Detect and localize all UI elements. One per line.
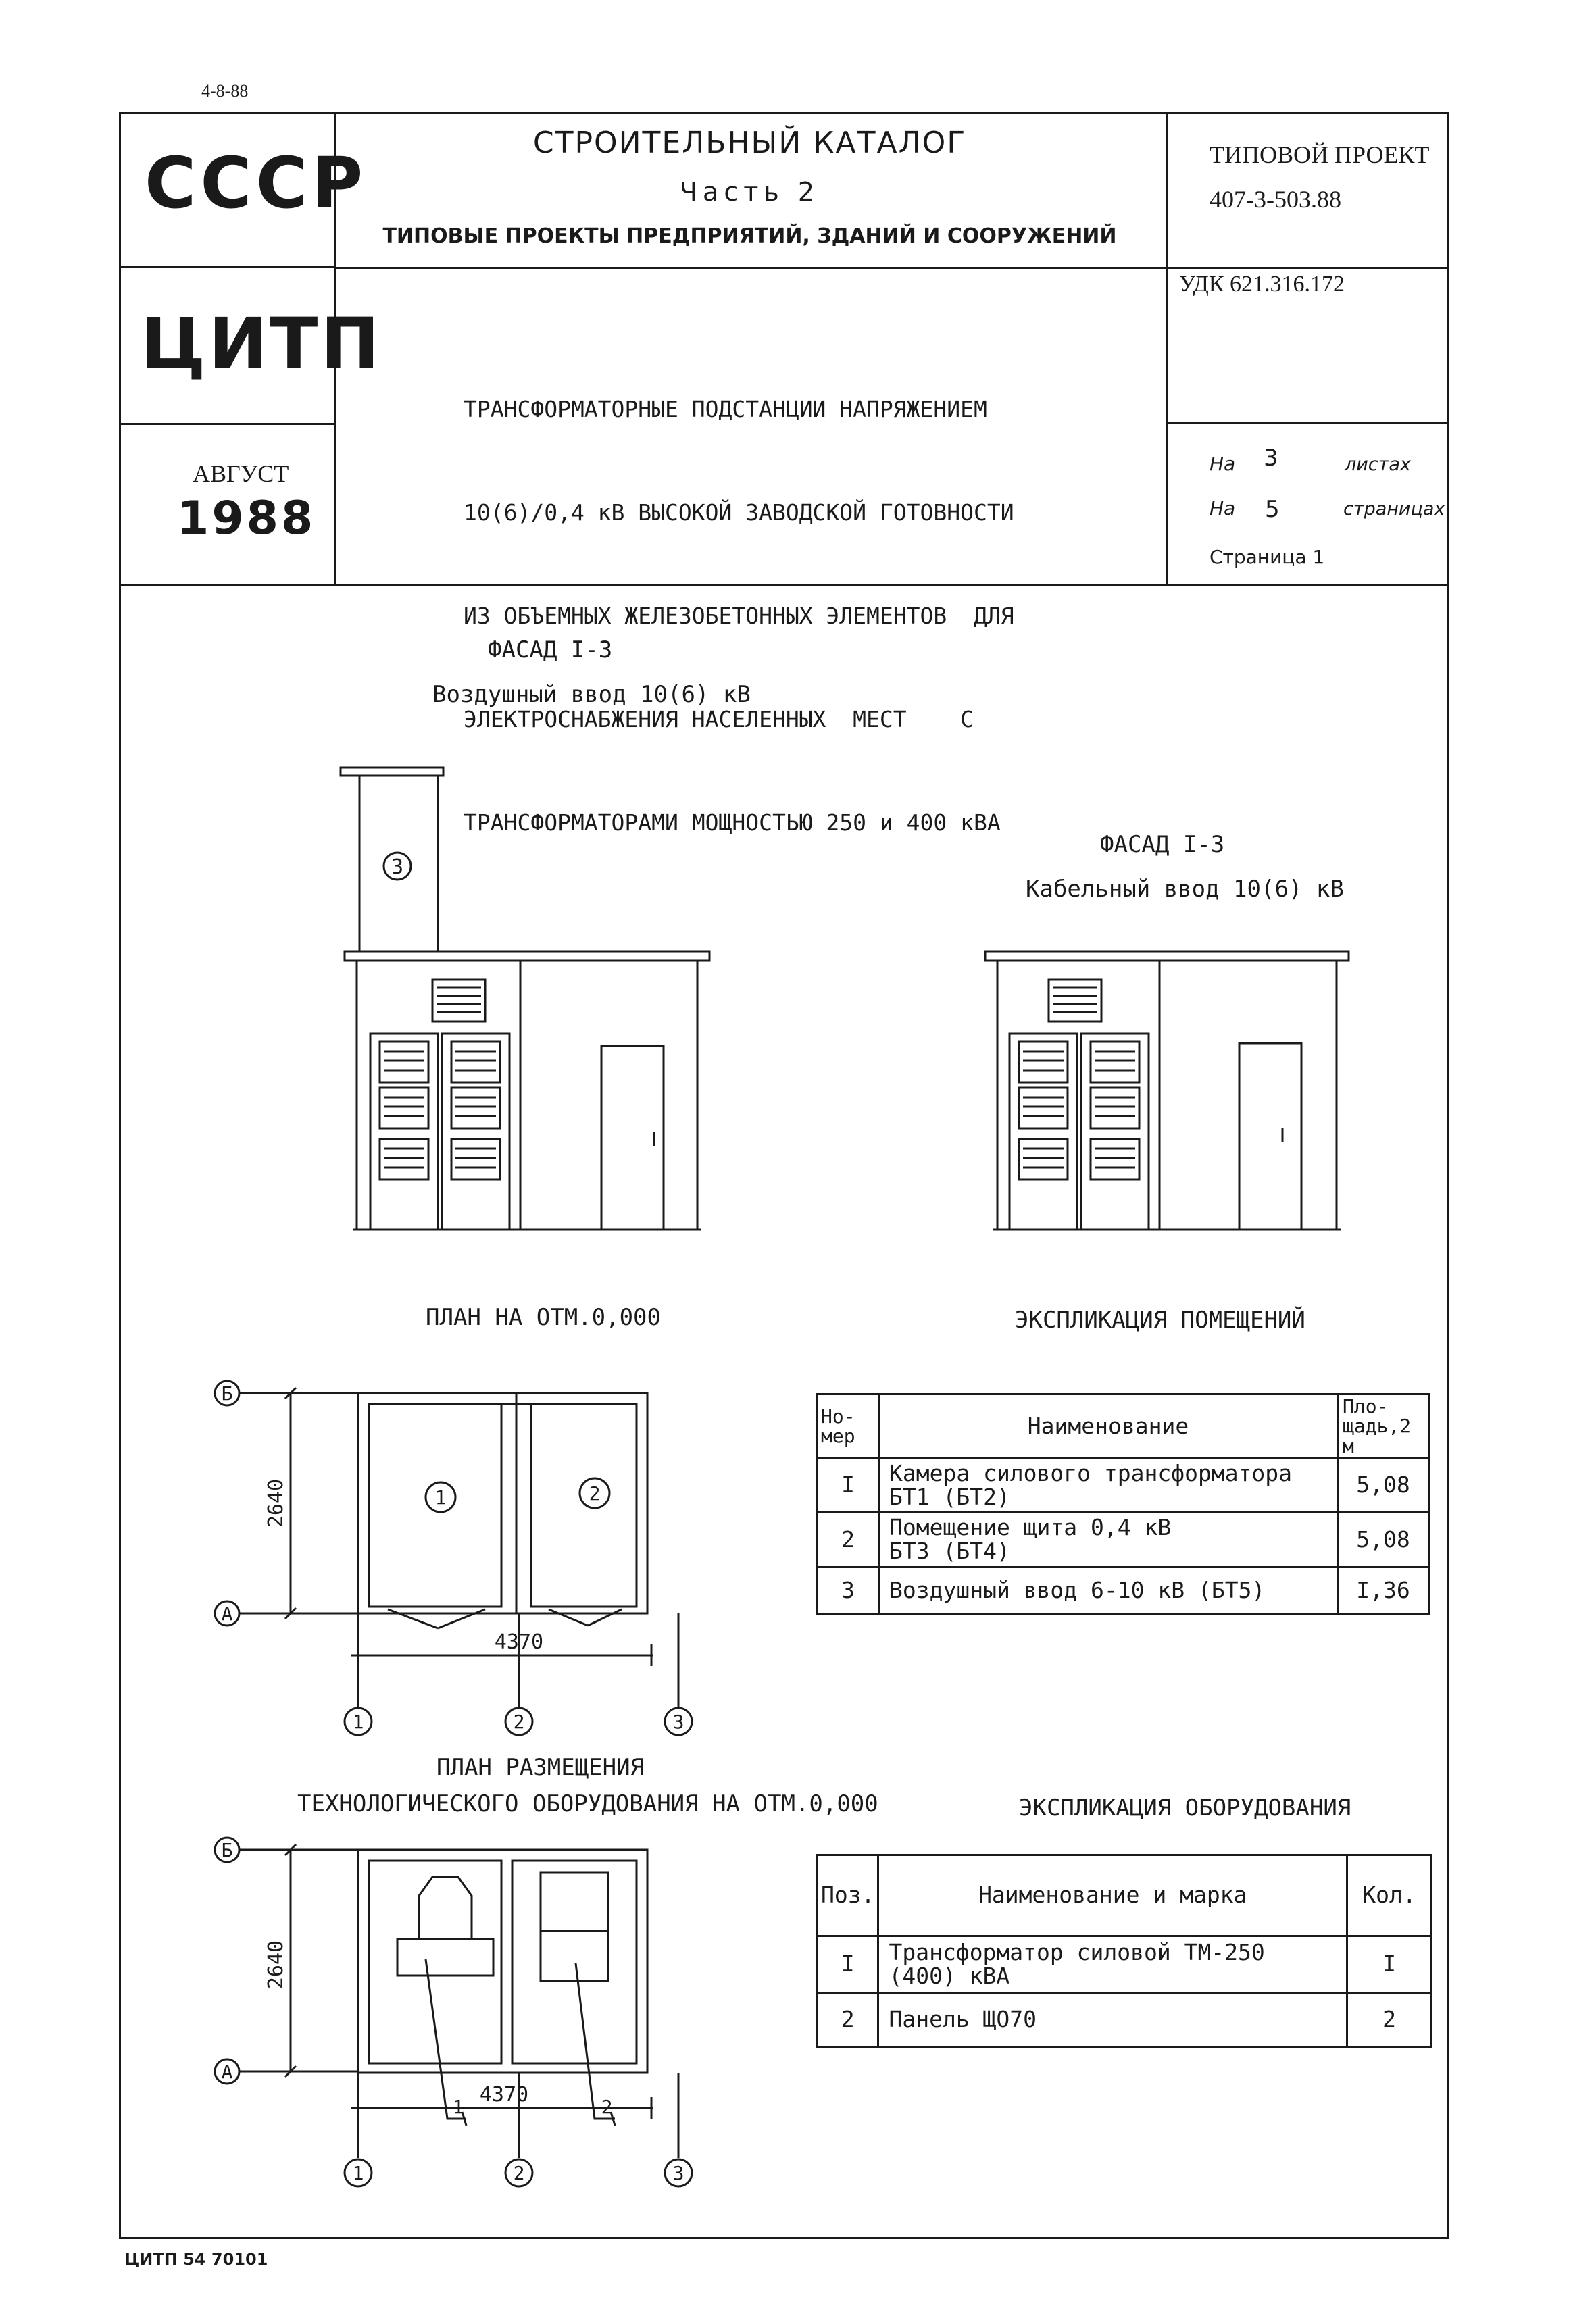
rooms-table bbox=[816, 1393, 1430, 1615]
plan2-title-line2: ТЕХНОЛОГИЧЕСКОГО ОБОРУДОВАНИЯ НА ОТМ.0,000 bbox=[297, 1790, 878, 1817]
plan1-axis-1-label: 1 bbox=[352, 1711, 364, 1733]
plan1-axis-a-label: А bbox=[221, 1603, 233, 1625]
equipment-cell-name: Трансформатор силовой ТМ-250 (400) кВА bbox=[878, 1936, 1347, 1993]
rooms-cell-area: I,36 bbox=[1338, 1567, 1429, 1614]
sheets-label: листах bbox=[1345, 454, 1411, 475]
catalog-part: Часть 2 bbox=[679, 177, 820, 207]
pages-prefix: На bbox=[1210, 497, 1236, 520]
rooms-cell-num: 2 bbox=[818, 1513, 879, 1567]
equipment-cell-qty: 2 bbox=[1347, 1993, 1432, 2047]
plan1-axis-b-label: Б bbox=[221, 1382, 233, 1405]
equipment-cell-pos: I bbox=[818, 1936, 878, 1993]
org-sssr: СССР bbox=[145, 142, 368, 224]
pages-label: страницах bbox=[1343, 499, 1445, 520]
issue-year: 1988 bbox=[177, 492, 316, 545]
table-row bbox=[818, 1936, 1432, 1993]
sheets-prefix: На bbox=[1210, 453, 1236, 475]
rooms-table-header bbox=[818, 1394, 1429, 1459]
rooms-cell-name: Воздушный ввод 6-10 кВ (БТ5) bbox=[879, 1567, 1338, 1614]
org-citp: ЦИТП bbox=[141, 303, 382, 385]
plan1-title: ПЛАН НА ОТМ.0,000 bbox=[426, 1304, 661, 1331]
table-row bbox=[818, 1567, 1429, 1614]
plan2-axis-1-label: 1 bbox=[352, 2162, 364, 2184]
plan2-drawing bbox=[203, 1831, 723, 2196]
rooms-table-title: ЭКСПЛИКАЦИЯ ПОМЕЩЕНИЙ bbox=[1015, 1307, 1305, 1334]
plan1-dim-horizontal: 4370 bbox=[494, 1630, 544, 1654]
equipment-table-header bbox=[818, 1855, 1432, 1936]
equipment-col-pos: Поз. bbox=[818, 1855, 878, 1936]
plan2-dim-vertical: 2640 bbox=[264, 1940, 288, 1990]
sheets-count: 3 bbox=[1264, 445, 1278, 472]
plan2-axis-2-label: 2 bbox=[513, 2162, 525, 2184]
project-title-line: ТРАНСФОРМАТОРАМИ МОЩНОСТЬЮ 250 и 400 кВА bbox=[464, 809, 1001, 836]
rooms-col-num: Но- мер bbox=[818, 1394, 879, 1459]
pages-count: 5 bbox=[1265, 496, 1280, 523]
facade-cable-subtitle: Кабельный ввод 10(6) кВ bbox=[1026, 876, 1344, 903]
plan2-leader-1-label: 1 bbox=[452, 2096, 464, 2118]
footer-code: ЦИТП 54 70101 bbox=[124, 2250, 268, 2269]
equipment-cell-pos: 2 bbox=[818, 1993, 878, 2047]
plan1-drawing bbox=[203, 1365, 723, 1743]
project-title-line: ТРАНСФОРМАТОРНЫЕ ПОДСТАНЦИИ НАПРЯЖЕНИЕМ bbox=[464, 396, 987, 422]
plan2-dim-horizontal: 4370 bbox=[479, 2083, 529, 2107]
rooms-col-name: Наименование bbox=[879, 1394, 1338, 1459]
project-title-line: 10(6)/0,4 кВ ВЫСОКОЙ ЗАВОДСКОЙ ГОТОВНОСТИ bbox=[464, 499, 1014, 526]
project-title-line: ЭЛЕКТРОСНАБЖЕНИЯ НАСЕЛЕННЫХ МЕСТ С bbox=[464, 706, 974, 732]
rooms-cell-name: Камера силового трансформатора БТ1 (БТ2) bbox=[879, 1459, 1338, 1513]
rooms-cell-area: 5,08 bbox=[1338, 1459, 1429, 1513]
equipment-col-name: Наименование и марка bbox=[878, 1855, 1347, 1936]
plan1-room-2-marker: 2 bbox=[589, 1482, 601, 1505]
rooms-cell-area: 5,08 bbox=[1338, 1513, 1429, 1567]
rooms-cell-name: Помещение щита 0,4 кВ БТ3 (БТ4) bbox=[879, 1513, 1338, 1567]
issue-month: АВГУСТ bbox=[193, 460, 289, 487]
table-row bbox=[818, 1513, 1429, 1567]
project-label: ТИПОВОЙ ПРОЕКТ bbox=[1210, 141, 1430, 168]
facade-air-subtitle: Воздушный ввод 10(6) кВ bbox=[432, 681, 751, 708]
plan1-axis-2-label: 2 bbox=[513, 1711, 525, 1733]
facade-air-title: ФАСАД I-3 bbox=[488, 636, 613, 663]
project-number: 407-3-503.88 bbox=[1210, 186, 1341, 213]
equipment-table-title: ЭКСПЛИКАЦИЯ ОБОРУДОВАНИЯ bbox=[1019, 1794, 1351, 1821]
plan2-axis-3-label: 3 bbox=[672, 2162, 684, 2184]
plan1-room-1-marker: 1 bbox=[434, 1486, 447, 1509]
plan2-title-line1: ПЛАН РАЗМЕЩЕНИЯ bbox=[437, 1754, 645, 1781]
facade-air-marker: 3 bbox=[391, 855, 404, 879]
table-row bbox=[818, 1459, 1429, 1513]
plan2-axis-a-label: А bbox=[221, 2061, 233, 2083]
catalog-title: СТРОИТЕЛЬНЫЙ КАТАЛОГ bbox=[532, 126, 967, 160]
facade-cable-title: ФАСАД I-3 bbox=[1100, 831, 1225, 858]
equipment-cell-qty: I bbox=[1347, 1936, 1432, 1993]
doc-date: 4-8-88 bbox=[201, 81, 249, 101]
rooms-cell-num: I bbox=[818, 1459, 879, 1513]
equipment-col-qty: Кол. bbox=[1347, 1855, 1432, 1936]
equipment-table bbox=[816, 1854, 1432, 2048]
project-title-line: ИЗ ОБЪЕМНЫХ ЖЕЛЕЗОБЕТОННЫХ ЭЛЕМЕНТОВ ДЛЯ bbox=[464, 603, 1014, 629]
plan1-axis-3-label: 3 bbox=[672, 1711, 684, 1733]
facade-cable-drawing bbox=[980, 946, 1358, 1236]
facade-air-drawing bbox=[338, 763, 716, 1236]
equipment-cell-name: Панель ЩО70 bbox=[878, 1993, 1347, 2047]
plan1-dim-vertical: 2640 bbox=[264, 1478, 288, 1528]
plan2-axis-b-label: Б bbox=[221, 1839, 233, 1861]
udk-code: УДК 621.316.172 bbox=[1179, 272, 1345, 297]
plan2-leader-2-label: 2 bbox=[601, 2096, 613, 2118]
catalog-section: ТИПОВЫЕ ПРОЕКТЫ ПРЕДПРИЯТИЙ, ЗДАНИЙ И СООРУЖЕНИЙ bbox=[382, 224, 1117, 248]
table-row bbox=[818, 1993, 1432, 2047]
rooms-col-area: Пло- щадь,2 м bbox=[1338, 1394, 1429, 1459]
rooms-cell-num: 3 bbox=[818, 1567, 879, 1614]
page-label: Страница 1 bbox=[1210, 546, 1325, 568]
